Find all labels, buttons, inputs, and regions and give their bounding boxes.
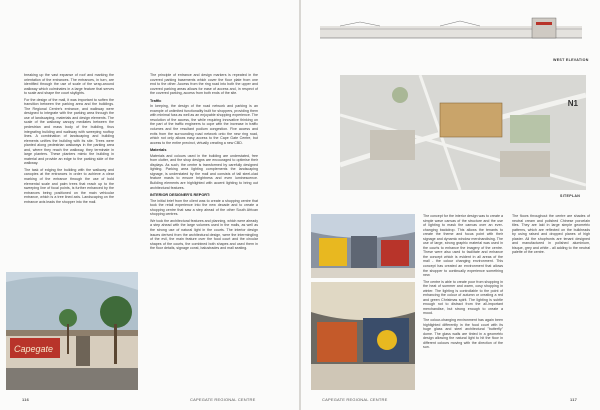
paragraph: The initial brief from the client was to create a shopping centre that took the retail experience into the new decade and to create a shopping centre that saw a step ahead of the other South African shopping centres. bbox=[150, 198, 258, 217]
page-number: 116 bbox=[22, 397, 30, 402]
mall-exterior-photo bbox=[6, 272, 138, 390]
paragraph: The centre is able to create poor from shopping in the heat of summer and warm, cosy shopping in winter. The lighting is controllable to the point of enhancing the colour of autumn or creating a red and green Christmas spirit. The lighting is subtle enough not to distract from the all-important merchandise, but strong enough to create a mood. bbox=[423, 279, 503, 316]
map-north-label: N1 bbox=[567, 99, 578, 108]
left-page bbox=[0, 0, 299, 410]
paragraph: The colour-changing environment has again been highlighted differently in the food court with its huge glass and steel architectural "butterfly" dome. The glass walls are tinted in a geometric design allowing the natural light to hit the floor in different colours moving with the direction of the sun. bbox=[423, 318, 503, 350]
page-number-right: 117 bbox=[570, 397, 578, 402]
right-text-column-2 bbox=[512, 214, 590, 257]
interior-designer-heading: INTERIOR DESIGNER'S REPORT: bbox=[150, 193, 211, 198]
paragraph: The concept for the interior design was to create a simple wave canvas of the structure and the use of lighting to mask the canvas over an ever-changing backdrop. This allows the tenants to create the theme and focus point with their signage and dynamic window merchandising. The use of large, strong graphic material was used in the courts to enhance the imagery of the centre. These were also used to facilitate and enhance the concept which is evident in all areas of the mall - the colour changing environment. This concept has created an environment that allows the shopper to continually experience something new. bbox=[423, 214, 503, 278]
svg-text:Capegate: Capegate bbox=[14, 344, 54, 354]
paragraph: breaking up the vast expanse of roof and marking the orientation of the entrances. The entrances, in turn, are identified through the use of scale of the wrap-around walkway which culminates in a large feature that serves to scale and shape the court skylights. bbox=[24, 73, 114, 96]
traffic-heading: Traffic bbox=[150, 98, 162, 103]
paragraph: The principle of entrance and design markers is repeated in the covered parking basements which cover the floor plate from one end to the other. Access from the ring road into both the upper and covered parking areas allows for ease of access and, in respect of the covered parking, access from both ends of the site. bbox=[150, 73, 258, 96]
paragraph: Materials and colours used in the building are understated, free from clutter, and the shop designs are encouraged to optimise their displays. As such, the centre is transformed by carefully designed lighting. Parking area lighting complements the landscaping signage, is understated by the mall and consists of tall steel-clad feature masts to ensure brightness and even luminescence. Building elements are highlighted with accent lighting to bring out architectural features. bbox=[150, 153, 258, 190]
paragraph: For the design of the mall, it was important to soften the transition between the parking area and the buildings. The Regional Centre's entrance, and walkway were designed to integrate with the parking area through the use of landscaping, materials and design elements. The scale of the walkway canopy mediates between the pedestrian and mass body of the building, thus integrating building and walkway with sweeping rooftop lines. A combination of landscaping and building elements unifies the building with its site. Trees were planted along pedestrian walkways in the parking area and, where they reach the walkway, they terminate in large planters. These planters mimic the building in material and provide an edge to the parking side of the walkway. bbox=[24, 97, 114, 166]
site-plan-map bbox=[340, 75, 586, 190]
materials-heading: Materials bbox=[150, 148, 167, 153]
left-text-column-2 bbox=[150, 73, 258, 253]
interior-photo-2 bbox=[311, 282, 415, 390]
paragraph: The task of edging the building with the walkway and canopies at the entrances in order to achieve a clear marking of the entrance through the use of bold elemental scale and palm trees that reach up to the sweeping line of focal points, is further enhanced by the entrances being positioned on the main vehicular entrance, which is a tree lined axis. Landscaping on the entrance axis leads the shopper into the mall. bbox=[24, 167, 114, 204]
running-title: CAPEGATE REGIONAL CENTRE bbox=[190, 397, 256, 402]
siteplan-caption: SITEPLAN bbox=[560, 194, 581, 198]
left-text-column-1 bbox=[24, 73, 114, 206]
paragraph: In keeping, the design of the road network and parking is an example of unlimited functionality built for shoppers, providing them with minimal fuss as well as an enjoyable shopping experience. The resolution of the access, the while requiring innovative thinking on the part of the traffic engineers to cope with the increase in traffic volumes and the resultant podium congestion. Five access and exits from the surrounding road network onto the new ring road, which not only allows easy access to the Cape Gate Centre, but access to the entire precinct, virtually creating a new CBD. bbox=[150, 104, 258, 145]
running-title-right: CAPEGATE REGIONAL CENTRE bbox=[322, 397, 388, 402]
elevation-caption: WEST ELEVATION bbox=[553, 58, 589, 62]
paragraph: The floors throughout the centre are shades of neutral cream and polished Chinese porcelain tiles. They are laid in large simple geometric patterns, which are reflected on the bulkheads by using raised and dropped planes of high plaster. All the shopfronts are tenant designed and manufactured in polished aluminium, bisque, grey and white - all adding to the neutral palette of the centre. bbox=[512, 214, 590, 255]
paragraph: We took the architectural features and planning, which were already a step ahead with the large volumes used in the malls, as well as the strong use of natural light in the courts. The interior design issues derived from the architectural design, were the intermingling of the evil, the main feature over the food court and the circular shapes of the courts, the combined both shapes and used them in the floor details, signage const, balustrades and mall seating. bbox=[150, 218, 259, 251]
west-elevation-drawing bbox=[320, 12, 582, 48]
interior-photo-1 bbox=[311, 214, 415, 278]
right-text-column-1 bbox=[423, 214, 503, 352]
